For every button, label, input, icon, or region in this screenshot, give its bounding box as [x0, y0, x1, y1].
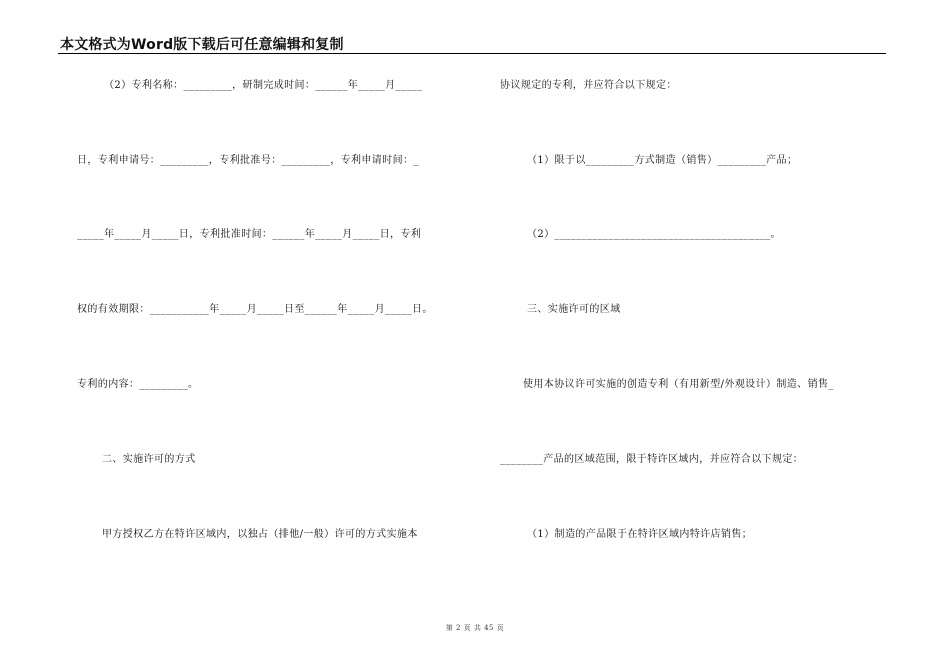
page-number-footer: 第 2 页 共 45 页: [445, 624, 505, 632]
header-divider: [58, 53, 886, 54]
right-line-clause-1: （1）限于以_________方式制造（销售）_________产品；: [527, 155, 798, 166]
left-line-patent-content: 专利的内容：_________。: [77, 379, 199, 390]
right-line-region-scope: ________产品的区域范围，限于特许区域内，并应符合以下规定：: [500, 454, 804, 465]
section-heading-license-region: 三、实施许可的区域: [527, 304, 621, 315]
right-line-region-usage: 使用本协议许可实施的创造专利（有用新型/外观设计）制造、销售_: [523, 379, 834, 390]
left-line-patent-name: （2）专利名称：_________，研制完成时间：______年_____月_____: [104, 80, 423, 91]
left-line-validity-period: 权的有效期限：___________年_____月_____日至______年_____月_____日。: [77, 304, 433, 315]
left-line-approval-time: _____年_____月_____日，专利批准时间：______年_____月_____日，专利: [77, 229, 422, 240]
right-line-agreement-patent: 协议规定的专利，并应符合以下规定：: [500, 80, 677, 91]
right-line-clause-2: （2）________________________________________。: [527, 229, 781, 240]
right-line-region-clause-1: （1）制造的产品限于在特许区域内特许店销售；: [527, 529, 753, 540]
left-line-application-number: 日，专利申请号：_________，专利批准号：_________，专利申请时间：_: [77, 155, 419, 166]
section-heading-license-method: 二、实施许可的方式: [102, 454, 196, 465]
document-header-title: 本文格式为Word版下载后可任意编辑和复制: [60, 37, 344, 53]
left-line-license-grant: 甲方授权乙方在特许区域内，以独占（排他/一般）许可的方式实施本: [102, 529, 418, 540]
